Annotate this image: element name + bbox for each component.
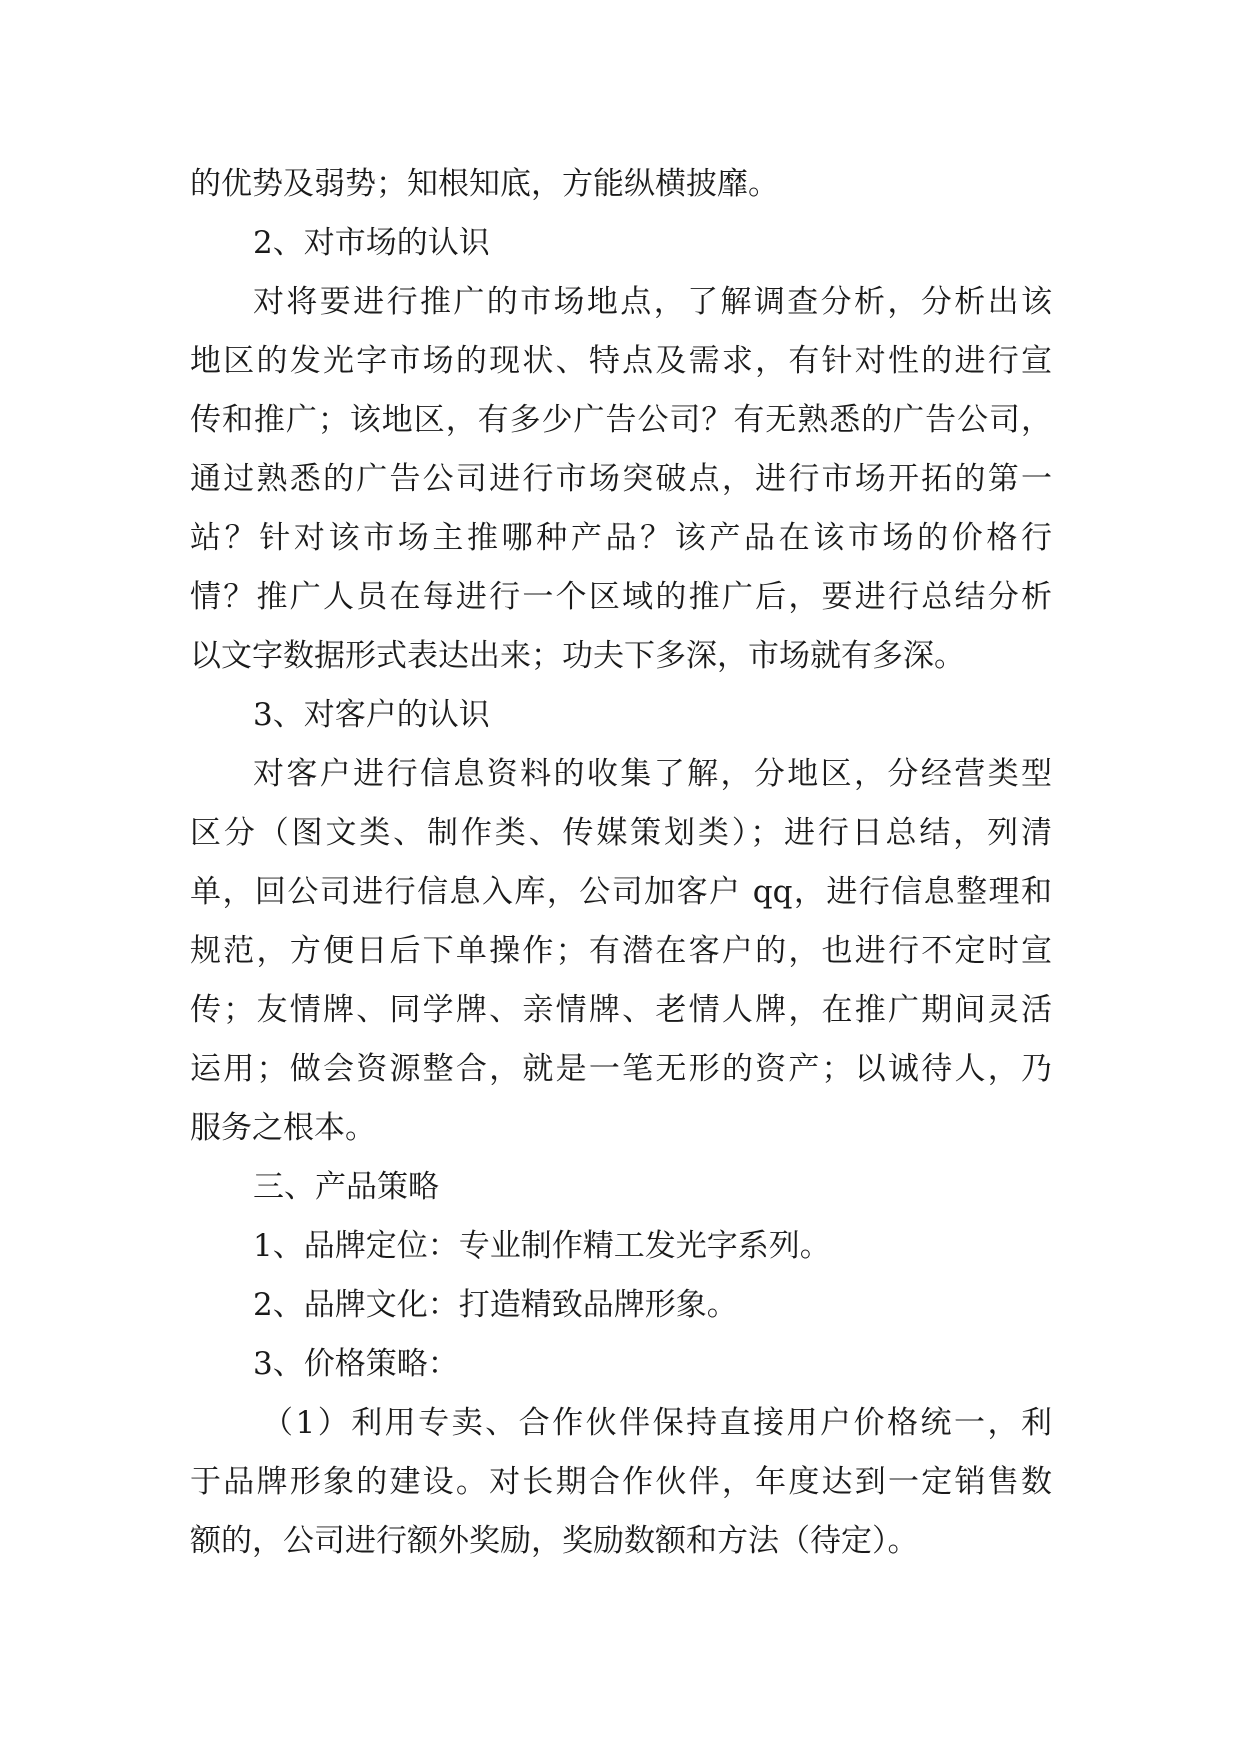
paragraph-line: （1）利用专卖、合作伙伴保持直接用户价格统一，利 <box>262 1405 1052 1441</box>
section-heading-customer: 3、对客户的认识 <box>253 697 490 733</box>
paragraph-line: 服务之根本。 <box>190 1110 376 1146</box>
paragraph-line: 通过熟悉的广告公司进行市场突破点，进行市场开拓的第一 <box>190 461 1052 497</box>
document-body <box>190 155 1052 1571</box>
paragraph-line: 运用；做会资源整合，就是一笔无形的资产；以诚待人，乃 <box>190 1051 1052 1087</box>
paragraph-line: 情？推广人员在每进行一个区域的推广后，要进行总结分析 <box>190 579 1052 615</box>
paragraph-line: 单，回公司进行信息入库，公司加客户 qq，进行信息整理和 <box>190 874 1052 910</box>
paragraph-line: 规范，方便日后下单操作；有潜在客户的，也进行不定时宣 <box>190 933 1052 969</box>
paragraph-line: 传和推广；该地区，有多少广告公司？有无熟悉的广告公司， <box>190 402 1052 438</box>
paragraph-line: 区分（图文类、制作类、传媒策划类）；进行日总结，列清 <box>190 815 1052 851</box>
list-item-brand-positioning: 1、品牌定位：专业制作精工发光字系列。 <box>253 1228 831 1264</box>
paragraph-line: 于品牌形象的建设。对长期合作伙伴，年度达到一定销售数 <box>190 1464 1052 1500</box>
paragraph-line: 对将要进行推广的市场地点，了解调查分析，分析出该 <box>253 284 1052 320</box>
paragraph-line: 对客户进行信息资料的收集了解，分地区，分经营类型 <box>253 756 1052 792</box>
section-heading-product-strategy: 三、产品策略 <box>253 1169 439 1205</box>
paragraph-line: 传；友情牌、同学牌、亲情牌、老情人牌，在推广期间灵活 <box>190 992 1052 1028</box>
paragraph-line: 以文字数据形式表达出来；功夫下多深，市场就有多深。 <box>190 638 965 674</box>
paragraph-line: 的优势及弱势；知根知底，方能纵横披靡。 <box>190 166 779 202</box>
paragraph-line: 额的，公司进行额外奖励，奖励数额和方法（待定）。 <box>190 1523 919 1559</box>
paragraph-line: 地区的发光字市场的现状、特点及需求，有针对性的进行宣 <box>190 343 1052 379</box>
section-heading-market: 2、对市场的认识 <box>253 225 490 261</box>
list-item-price-strategy: 3、价格策略： <box>253 1346 459 1382</box>
paragraph-line: 站？针对该市场主推哪种产品？该产品在该市场的价格行 <box>190 520 1052 556</box>
list-item-brand-culture: 2、品牌文化：打造精致品牌形象。 <box>253 1287 738 1323</box>
